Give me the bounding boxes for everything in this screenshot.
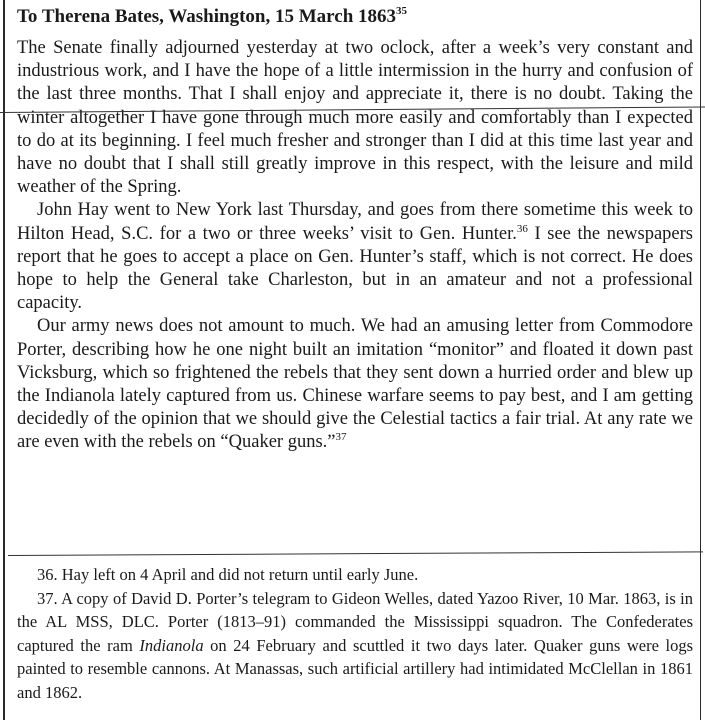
paragraph-2 [17,199,693,315]
footnote-37-text-a: 37. A copy of David D. Porter’s telegram to Gideon Welles, dated Yazoo River, 10 Mar. 1863, is in the AL MSS, DLC. Porter (1813–91) commanded the Mississippi squadron. The Confederates captured the ram [17,588,693,655]
heading-footnote-ref: 35 [396,5,408,17]
scan-border-left [3,0,5,720]
footnote-37-italic: Indianola [139,635,204,655]
scan-border-right [700,0,702,720]
footnote-ref-37: 37 [335,431,347,444]
letter-heading-text: To Therena Bates, Washington, 15 March 1863 [17,6,397,27]
footnote-37-text-b: on 24 February and scuttled it two days later. Quaker guns were logs painted to resemble cannons. At Manassas, such artificial artillery had intimidated McClellan in 1861 and 1862. [17,635,694,702]
footnotes [17,563,693,704]
paragraph-2-text-b: I see the newspapers report that he goes to accept a place on Gen. Hunter’s staff, which is not correct. He does hope to help the General take Charleston, but in an amateur and not a professional capacity. [17,223,693,314]
footnotes-divider [8,551,703,556]
paragraph-3 [17,315,693,454]
paragraph-1: The Senate finally adjourned yesterday at two oclock, after a week’s very constant and industrious work, and I have the hope of a little intermission in the hurry and confusion of the last three months. That I shall enjoy and appreciate it, there is no doubt. Taking the winter altogether I have gone through much more easily and comfortably than I expected to do at its beginning. I feel much fresher and stronger than I did at this time last year and have no doubt that I shall still greatly improve in this respect, with the leisure and mild weather of the Spring. [17,38,693,198]
footnote-37 [17,587,693,705]
footnote-36: 36. Hay left on 4 April and did not return until early June. [37,565,419,584]
paragraph-2-text-a: John Hay went to New York last Thursday, and goes from there sometime this week to Hilton Head, S.C. for a two or three weeks’ visit to Gen. Hunter. [17,200,693,244]
paragraph-3-text: Our army news does not amount to much. We had an amusing letter from Commodore Porter, describing how he one night built an imitation “monitor” and floated it down past Vicksburg, which so frightened the rebels that they sent down a hurried order and blew up the Indianola lately captured from us. Chinese warfare seems to pay best, and I am getting decidedly of the opinion that we should give the Celestial tactics a fair trial. At any rate we are even with the rebels on “Quaker guns.” [17,316,693,453]
letter-heading [17,4,693,30]
letter-body [17,37,693,455]
footnote-ref-36: 36 [516,222,528,235]
